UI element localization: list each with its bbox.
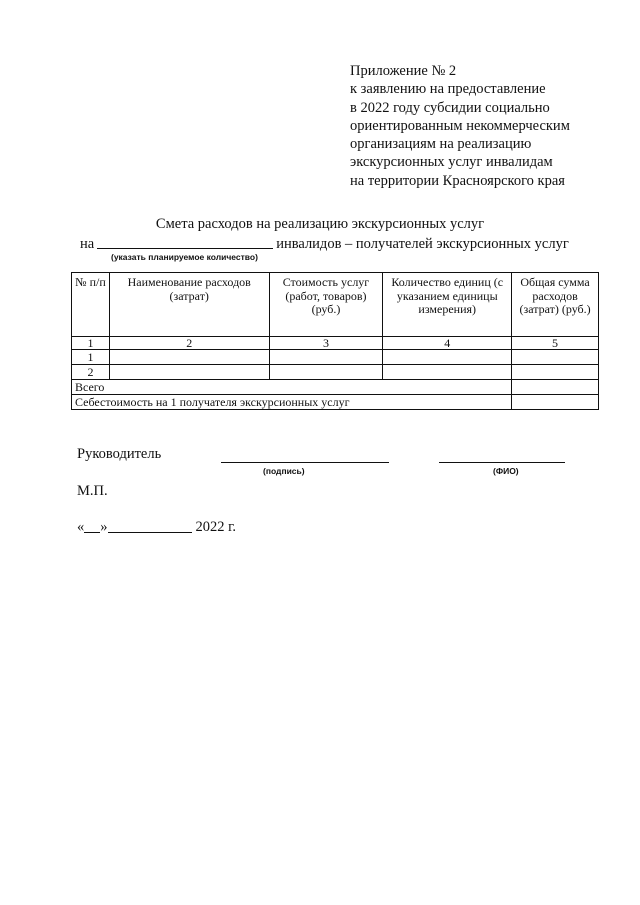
document-subtitle	[80, 234, 569, 253]
row-quantity-cell[interactable]	[383, 365, 512, 380]
header-number: № п/п	[72, 273, 110, 337]
signature-caption: (подпись)	[263, 466, 305, 476]
header-quantity: Количество единиц (с указанием единицы измерения)	[383, 273, 512, 337]
row-expense-name-cell[interactable]	[109, 365, 269, 380]
cost-per-recipient-value-cell[interactable]	[512, 395, 599, 410]
column-number: 4	[383, 337, 512, 350]
column-number: 5	[512, 337, 599, 350]
header-total: Общая сумма расходов (затрат) (руб.)	[512, 273, 599, 337]
row-total-cell[interactable]	[512, 350, 599, 365]
table-row	[72, 365, 599, 380]
head-label: Руководитель	[77, 446, 162, 462]
signature-line[interactable]	[221, 461, 389, 463]
row-cost-cell[interactable]	[269, 350, 383, 365]
row-number: 1	[72, 350, 110, 365]
row-expense-name-cell[interactable]	[109, 350, 269, 365]
column-number: 1	[72, 337, 110, 350]
stamp-place: М.П.	[77, 483, 108, 499]
date-line	[77, 518, 236, 536]
column-number: 2	[109, 337, 269, 350]
row-total-cell[interactable]	[512, 365, 599, 380]
header-expense-name: Наименование расходов (затрат)	[109, 273, 269, 337]
header-cost: Стоимость услуг (работ, товаров) (руб.)	[269, 273, 383, 337]
appendix-line: на территории Красноярского края	[350, 172, 565, 189]
total-label: Всего	[72, 380, 512, 395]
total-row	[72, 380, 599, 395]
appendix-line: организациям на реализацию	[350, 136, 532, 153]
appendix-line: ориентированным некоммерческим	[350, 117, 570, 134]
subtitle-prefix: на	[80, 236, 95, 252]
table-header-row	[72, 273, 599, 337]
total-value-cell[interactable]	[512, 380, 599, 395]
recipients-count-field[interactable]	[97, 234, 273, 249]
appendix-line: к заявлению на предоставление	[350, 81, 546, 98]
appendix-line: экскурсионных услуг инвалидам	[350, 154, 553, 171]
row-number: 2	[72, 365, 110, 380]
date-year: 2022 г.	[195, 519, 237, 535]
recipients-count-hint: (указать планируемое количество)	[111, 252, 258, 262]
appendix-line: Приложение № 2	[350, 63, 457, 79]
month-field[interactable]	[108, 518, 192, 533]
cost-per-recipient-label: Себестоимость на 1 получателя экскурсионных услуг	[72, 395, 512, 410]
table-row	[72, 350, 599, 365]
appendix-header	[350, 62, 630, 190]
cost-per-recipient-row	[72, 395, 599, 410]
row-quantity-cell[interactable]	[383, 350, 512, 365]
date-close-quote: »	[100, 519, 108, 535]
row-cost-cell[interactable]	[269, 365, 383, 380]
estimate-table	[71, 272, 599, 410]
column-number-row	[72, 337, 599, 350]
date-open-quote: «	[77, 519, 85, 535]
subtitle-suffix: инвалидов – получателей экскурсионных услуг	[276, 236, 569, 252]
full-name-line[interactable]	[439, 461, 565, 463]
appendix-line: в 2022 году субсидии социально	[350, 99, 550, 116]
document-title: Смета расходов на реализацию экскурсионных услуг	[155, 216, 485, 232]
full-name-caption: (ФИО)	[493, 466, 519, 476]
day-field[interactable]	[84, 518, 100, 533]
column-number: 3	[269, 337, 383, 350]
